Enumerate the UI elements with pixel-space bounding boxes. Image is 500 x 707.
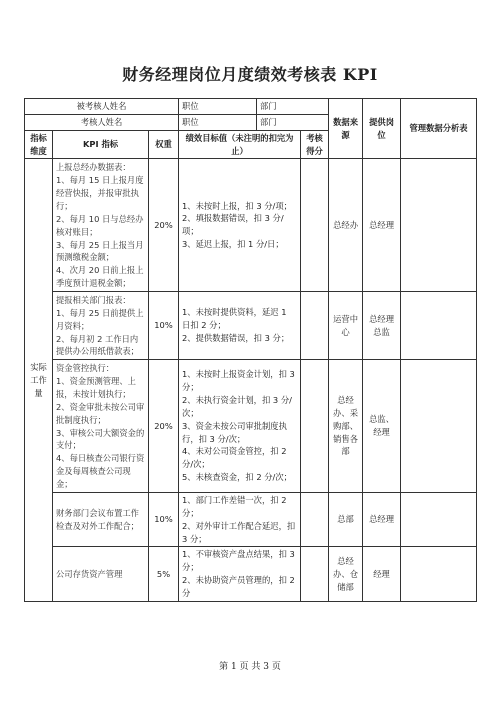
table-row [25, 292, 477, 360]
score-cell[interactable] [301, 492, 329, 546]
page-footer: 第 1 页 共 3 页 [219, 662, 281, 672]
examinee-name-label: 被考核人姓名 [25, 99, 179, 115]
provider-cell: 经理 [363, 547, 401, 601]
analysis-cell[interactable] [401, 547, 477, 601]
analysis-cell[interactable] [401, 292, 477, 360]
analysis-header: 管理数据分析表 [401, 99, 477, 159]
kpi-cell: 公司存货资产管理 [53, 547, 149, 601]
target-cell: 1、不审核资产盘点结果，扣 3 分； 2、未协助资产员管理的，扣 2 分 [179, 547, 301, 601]
provider-cell: 总经理总监 [363, 292, 401, 360]
score-cell[interactable] [301, 547, 329, 601]
provider-header: 提供岗位 [363, 99, 401, 159]
table-row [25, 159, 477, 292]
score-header: 考核得分 [301, 130, 329, 159]
source-cell: 总部 [329, 492, 363, 546]
kpi-cell: 资金管控执行： 1、资金预测管理、上报，未按计划执行； 2、资金审批未按公司审批制度执行； 3、审核公司大额资金的支付； 4、每日核查公司银行资金及每周核查公司现金； [53, 360, 149, 493]
target-cell: 1、部门工作差错一次，扣 2 分； 2、对外审计工作配合延迟，扣 3 分； [179, 492, 301, 546]
score-cell[interactable] [301, 360, 329, 493]
dimension-cell: 实际工作量 [25, 159, 53, 601]
table-row [25, 360, 477, 493]
analysis-cell[interactable] [401, 492, 477, 546]
table-row [25, 547, 477, 601]
score-cell[interactable] [301, 159, 329, 292]
provider-cell: 总经理 [363, 492, 401, 546]
data-source-header: 数据来源 [329, 99, 363, 159]
weight-cell: 20% [149, 159, 179, 292]
score-cell[interactable] [301, 292, 329, 360]
examinee-position-label: 职位 [179, 99, 257, 115]
analysis-cell[interactable] [401, 159, 477, 292]
kpi-header: KPI 指标 [53, 130, 149, 159]
kpi-cell: 上报总经办数据表： 1、每月 15 日上报月度经营快报，并报审批执行； 2、每月 10 日与总经办核对账目； 3、每月 25 日上报当月预测缴税金额； 4、次月 20 日前上报上季度预计退税金额； [53, 159, 149, 292]
kpi-table [24, 98, 477, 602]
dimension-header: 指标维度 [25, 130, 53, 159]
examinee-department-label: 部门 [257, 99, 329, 115]
weight-cell: 10% [149, 292, 179, 360]
analysis-cell[interactable] [401, 360, 477, 493]
weight-cell: 5% [149, 547, 179, 601]
provider-cell: 总经理 [363, 159, 401, 292]
target-cell: 1、未按时提供资料，延迟 1 日扣 2 分； 2、提供数据错误，扣 3 分； [179, 292, 301, 360]
source-cell: 总经办、仓储部 [329, 547, 363, 601]
examiner-name-label: 考核人姓名 [25, 114, 179, 130]
target-header: 绩效目标值（未注明的扣完为止） [179, 130, 301, 159]
weight-cell: 20% [149, 360, 179, 493]
examiner-position-label: 职位 [179, 114, 257, 130]
examiner-department-label: 部门 [257, 114, 329, 130]
provider-cell: 总监、经理 [363, 360, 401, 493]
target-cell: 1、未按时上报资金计划，扣 3 分； 2、未执行资金计划，扣 3 分/次； 3、资金未按公司审批制度执行，扣 3 分/次； 4、未对公司资金管控，扣 2 分/次； 5、未核查资金，扣 2 分/次； [179, 360, 301, 493]
source-cell: 总经办、采购部、销售各部 [329, 360, 363, 493]
source-cell: 总经办 [329, 159, 363, 292]
page-title: 财务经理岗位月度绩效考核表 KPI [122, 65, 378, 84]
target-cell: 1、未按时上报，扣 3 分/项； 2、填报数据错误，扣 3 分/项； 3、延迟上报，扣 1 分/日； [179, 159, 301, 292]
kpi-cell: 财务部门会议布置工作检查及对外工作配合； [53, 492, 149, 546]
table-row [25, 492, 477, 546]
kpi-cell: 提报相关部门报表： 1、每月 25 日前提供上月资料； 2、每月初 2 工作日内提供办公用纸借款表； [53, 292, 149, 360]
weight-cell: 10% [149, 492, 179, 546]
source-cell: 运营中心 [329, 292, 363, 360]
weight-header: 权重 [149, 130, 179, 159]
